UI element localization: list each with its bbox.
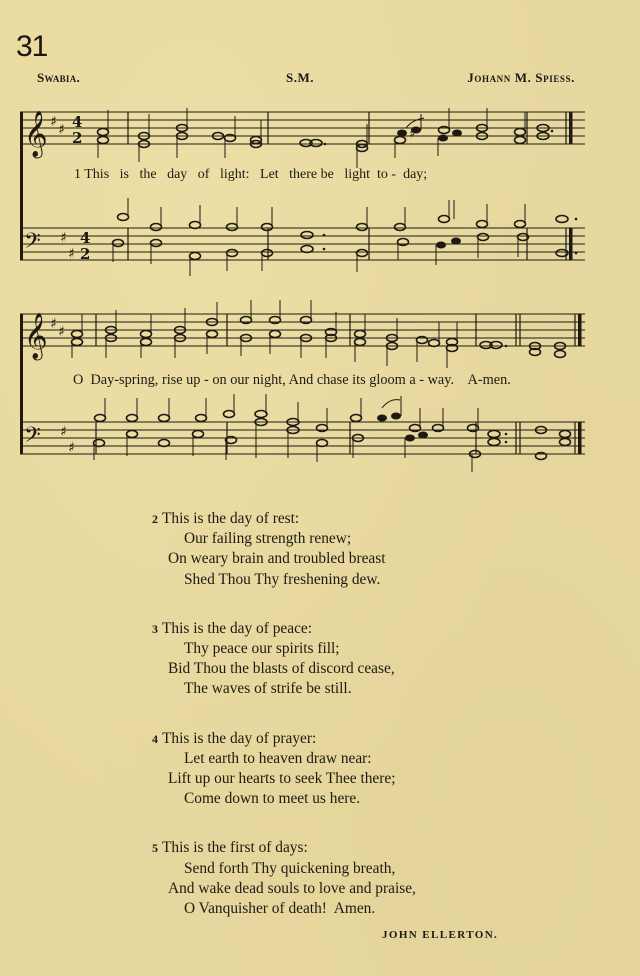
composer: Johann M. Spiess. — [467, 70, 575, 85]
verses — [152, 509, 416, 948]
verse-line: Our failing strength renew; — [184, 530, 352, 548]
verse-line: Bid Thou the blasts of discord cease, — [168, 660, 395, 678]
svg-text:4: 4 — [72, 113, 83, 131]
verse-line: Let earth to heaven draw near: — [184, 749, 372, 767]
verse-line: O Vanquisher of death! Amen. — [184, 900, 376, 918]
svg-text:♯: ♯ — [68, 440, 75, 456]
svg-text:♯: ♯ — [60, 424, 67, 440]
verse-line: Come down to meet us here. — [184, 790, 361, 808]
verse-line: 2 This is the day of rest: — [152, 510, 300, 527]
verse-number: 3 — [152, 621, 158, 636]
verse-line: 4 This is the day of prayer: — [152, 729, 317, 747]
verse-3 — [152, 619, 416, 700]
verse-2 — [152, 509, 416, 590]
svg-text:♯: ♯ — [58, 324, 65, 340]
treble-clef-icon: 𝄞 — [24, 111, 48, 157]
verse-line: On weary brain and troubled breast — [168, 550, 386, 568]
tune-name: Swabia. — [37, 70, 81, 85]
verse-line: Send forth Thy quickening breath, — [184, 859, 396, 877]
c-clef-icon: 𝄢 — [24, 229, 41, 259]
svg-text:2: 2 — [72, 129, 83, 147]
hymn-number: 31 — [16, 30, 48, 63]
verse-line: Lift up our hearts to seek Thee there; — [168, 770, 396, 788]
verse-5 — [152, 838, 416, 919]
lyric-line-1: 1 This is the day of light: Let there be light to - day; — [74, 167, 428, 182]
verse-line: Thy peace our spirits fill; — [184, 640, 340, 658]
verse-line: And wake dead souls to love and praise, — [168, 879, 416, 897]
verse-line: 5 This is the first of days: — [152, 839, 308, 857]
meter: S.M. — [286, 70, 314, 85]
verse-4 — [152, 729, 416, 810]
lyric-line-2: O Day-spring, rise up - on our night, And chase its gloom a - way. A-men. — [73, 372, 511, 388]
score-system-1 — [20, 100, 585, 280]
verse-number: 5 — [152, 841, 158, 856]
svg-text:♯: ♯ — [50, 114, 57, 130]
author-credit: JOHN ELLERTON. — [382, 929, 499, 941]
c-clef-icon: 𝄢 — [24, 423, 41, 453]
verse-number: 4 — [152, 731, 158, 746]
music-system-1 — [20, 100, 585, 280]
verse-line: The waves of strife be still. — [184, 680, 352, 698]
svg-text:♯: ♯ — [409, 127, 416, 142]
svg-text:♯: ♯ — [60, 230, 67, 246]
hymn-header — [37, 70, 575, 88]
music-system-2 — [20, 292, 585, 472]
svg-text:4: 4 — [80, 229, 91, 247]
svg-text:♯: ♯ — [68, 246, 75, 262]
svg-text:♯: ♯ — [50, 316, 57, 332]
verse-line: 3 This is the day of peace: — [152, 619, 313, 637]
verse-number: 2 — [152, 512, 158, 526]
svg-text:♯: ♯ — [58, 122, 65, 138]
verse-line: Shed Thou Thy freshening dew. — [184, 570, 381, 588]
svg-text:2: 2 — [80, 245, 91, 263]
treble-clef-icon: 𝄞 — [24, 313, 48, 359]
